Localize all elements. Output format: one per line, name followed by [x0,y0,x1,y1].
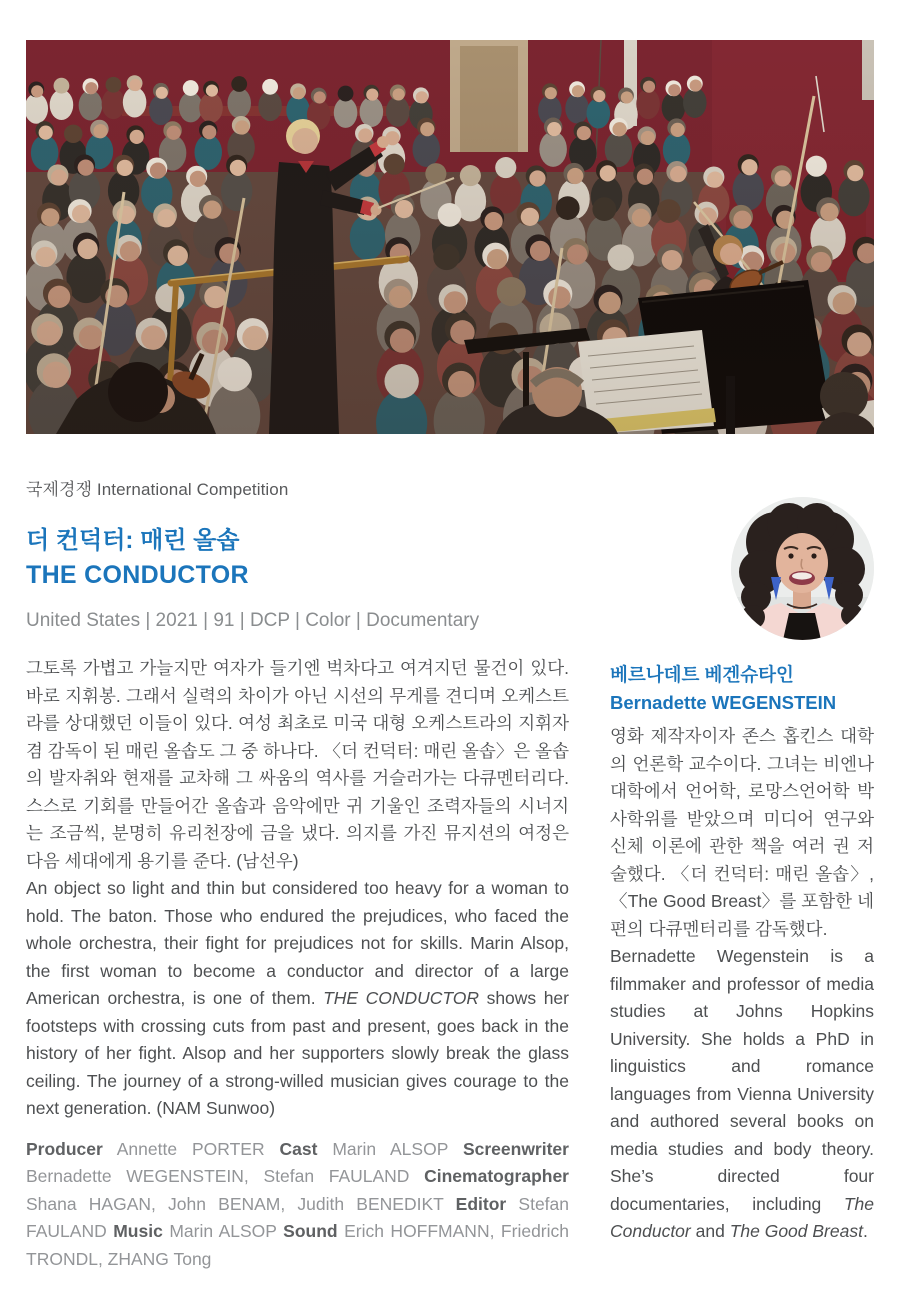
director-portrait-image [731,497,874,640]
director-name-korean: 베르나데트 베겐슈타인 [610,664,794,685]
director-portrait-photo [731,497,874,640]
film-title-korean: 더 컨덕터: 매린 올솝 [26,527,240,554]
director-column [610,497,874,1246]
director-bio-korean: 영화 제작자이자 존스 홉킨스 대학의 언론학 교수이다. 그녀는 비엔나 대학에서 언어학, 로망스언어학 박사학위를 받았으며 미디어 연구와 신체 이론에 관한 책을 여러 권 저술했다. 〈더 컨덕터: 매린 올솝〉, 〈The Good Breast〉를 포함한 네 편의 다큐멘터리를 감독했다. [610,726,874,939]
director-name-english: Bernadette WEGENSTEIN [610,692,837,713]
synopsis-english: An object so light and thin but considered too heavy for a woman to hold. The baton. Those who endured the prejudices, who faced the whole orchestra, their fight for prejudices not for skills. Marin Alsop, the first woman to become a conductor and director of a large American orchestra, is one of them. THE CONDUCTOR shows her footsteps with crossing cuts from past and present, goes back in the history of her fight. Alsop and her supporters slowly break the glass ceiling. The journey of a strong-willed musician gives courage to the next generation. (NAM Sunwoo) [26,878,569,1118]
film-title-english: THE CONDUCTOR [26,561,249,589]
synopsis-korean: 그토록 가볍고 가늘지만 여자가 들기엔 벅차다고 여겨지던 물건이 있다. 바로 지휘봉. 그래서 실력의 차이가 아닌 시선의 무게를 견디며 오케스트라를 상대했던 이들이 있다. 여성 최초로 미국 대형 오케스트라의 지휘자 겸 감독이 된 매린 올솝도 그 중 하나다. 〈더 컨덕터: 매린 올솝〉은 올솝의 발자취와 현재를 교차해 그 싸움의 역사를 거슬러가는 다큐멘터리다. 스스로 기회를 만들어간 올솝과 음악에만 귀 기울인 조력자들의 시너지는 조금씩, 분명히 유리천장에 금을 냈다. 의지를 가진 뮤지션의 여정은 다음 세대에게 용기를 준다. (남선우) [26,658,569,871]
section-label: 국제경쟁 International Competition [26,480,289,499]
film-still-image [26,40,874,434]
film-specs: United States | 2021 | 91 | DCP | Color | Documentary [26,610,480,631]
film-still-photo [26,40,874,434]
film-credits: Producer Annette PORTER Cast Marin ALSOP Screenwriter Bernadette WEGENSTEIN, Stefan FAULAND Cinematographer Shana HAGAN, John BENAM, Judith BENEDIKT Editor Stefan FAULAND Music Marin ALSOP Sound Erich HOFFMANN, Friedrich TRONDL, ZHANG Tong [26,1138,570,1269]
director-bio-english: Bernadette Wegenstein is a filmmaker and professor of media studies at Johns Hopkins University. She holds a PhD in linguistics and romance languages from Vienna University and authored several books on media studies and body theory. She’s directed four documentaries, including The Conductor and The Good Breast. [610,946,874,1241]
film-info-column [26,524,569,1273]
